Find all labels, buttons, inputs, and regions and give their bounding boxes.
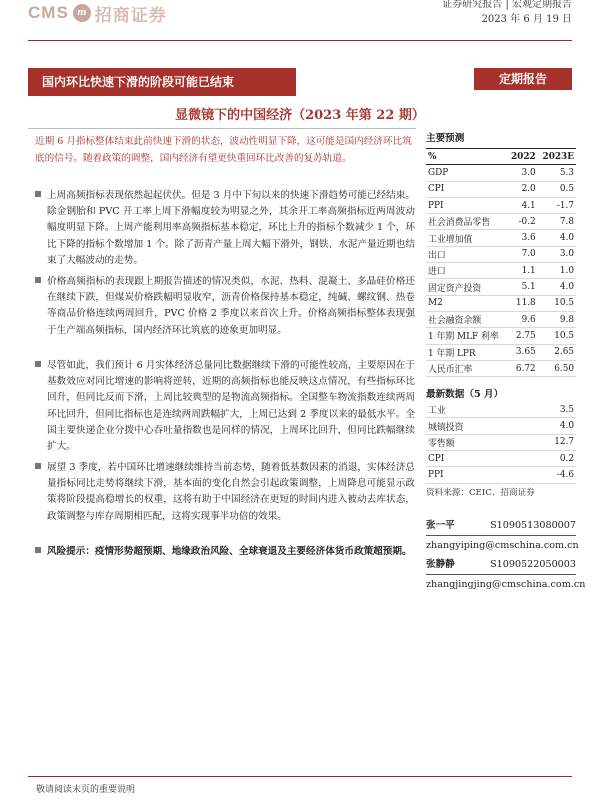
risk-label: 风险提示： — [47, 546, 95, 557]
risk-text: 疫情形势超预期、地缘政治风险、全球衰退及主要经济体货币政策超预期。 — [94, 546, 412, 557]
table-row — [426, 360, 576, 376]
table-cell: 2.65 — [538, 344, 576, 360]
analyst-code: S1090513080007 — [490, 519, 576, 531]
table-row — [426, 467, 576, 483]
table-cell: 4.1 — [507, 197, 538, 213]
table-cell: 工业 — [426, 402, 520, 418]
analyst-list — [426, 518, 586, 592]
table-row — [426, 311, 576, 327]
table-cell: 3.6 — [507, 230, 538, 246]
bullet-paragraph: 展望 3 季度，若中国环比增速继续维持当前态势，随着低基数因素的消退，实体经济总量指标同比走势将继续下滑，基本面的变化自然会引起政策调整，上周降息可能显示政策将阶段提高稳增长的权重，这将有助于中国经济在更短的时间内进入被动去库状态，政策调整与库存周期相匹配，这将实现事半功倍的效果。 — [35, 460, 415, 525]
logo-text: CMS — [28, 3, 69, 22]
table-row — [426, 230, 576, 246]
risk-warning — [35, 544, 415, 560]
table-cell: 城镇投资 — [426, 418, 520, 434]
table-cell: 9.6 — [507, 311, 538, 327]
bullet-square-icon — [35, 547, 41, 553]
company-logo — [28, 2, 167, 24]
table-cell: 3.0 — [507, 165, 538, 181]
table-cell: -4.6 — [520, 467, 576, 483]
analyst-email[interactable]: zhangjingjing@cmschina.com.cn — [426, 578, 586, 590]
table-cell: 3.65 — [507, 344, 538, 360]
analyst-email[interactable]: zhangyiping@cmschina.com.cn — [426, 539, 579, 551]
table-cell: 2023E — [538, 149, 576, 165]
table-cell: 0.2 — [520, 451, 576, 467]
table-row — [426, 197, 576, 213]
footer-divider — [28, 776, 572, 777]
table-row — [426, 295, 576, 311]
analyst-row — [426, 557, 576, 572]
bullet-square-icon — [35, 463, 41, 469]
report-subtitle: 显微镜下的中国经济（2023 年第 22 期） — [175, 108, 425, 123]
table-cell: 固定资产投资 — [426, 279, 507, 295]
intro-divider — [28, 128, 416, 129]
table-cell: 10.5 — [538, 328, 576, 344]
header-divider — [28, 40, 572, 41]
table-cell: 1.1 — [507, 263, 538, 279]
table-cell: % — [426, 149, 507, 165]
table-row — [426, 418, 576, 434]
table-cell: 0.5 — [538, 181, 576, 197]
table-row — [426, 434, 576, 450]
table-row — [426, 149, 576, 165]
table-cell: 3.5 — [520, 402, 576, 418]
bullet-square-icon — [35, 361, 41, 367]
table-cell: 4.0 — [538, 230, 576, 246]
table-cell: 1 年期 MLF 利率 — [426, 328, 507, 344]
table-row — [426, 328, 576, 344]
table-cell: 6.50 — [538, 360, 576, 376]
forecast-title: 主要预测 — [426, 133, 465, 144]
table-cell: 进口 — [426, 263, 507, 279]
table-cell: 工业增加值 — [426, 230, 507, 246]
table-cell: 7.8 — [538, 214, 576, 230]
table-cell: 1.0 — [538, 263, 576, 279]
table-cell: 2.75 — [507, 328, 538, 344]
bullet-paragraph: 上周高频指标表现依然起起伏伏。但是 3 月中下旬以来的快速下滑趋势可能已经结束。除金钢胎和 PVC 开工率上周下滑幅度较为明显之外，其余开工率高频指标近两周波动幅度明显下降。上周产能利用率高频指标基本稳定，环比上升的指标个数减少 1 个，环比下降的指标个数增加 1 个。除了沥青产量上周大幅下滑外，钢铁、水泥产量近期也结束了大幅波动的走势。 — [35, 188, 415, 269]
latest-title: 最新数据（5 月） — [426, 389, 504, 401]
table-cell: 7.0 — [507, 246, 538, 262]
table-row — [426, 344, 576, 360]
report-meta — [442, 0, 572, 27]
table-cell: 10.5 — [538, 295, 576, 311]
analyst-name: 张静静 — [426, 558, 455, 570]
table-cell: 11.8 — [507, 295, 538, 311]
data-source: 资料来源：CEIC、招商证券 — [426, 487, 535, 498]
table-row — [426, 451, 576, 467]
analyst-row — [426, 518, 576, 533]
bullet-square-icon — [35, 277, 41, 283]
category-banner: 定期报告 — [474, 68, 572, 90]
table-cell: PPI — [426, 467, 520, 483]
table-row — [426, 279, 576, 295]
footer-note: 敬请阅读末页的重要说明 — [36, 785, 136, 795]
table-cell: 6.72 — [507, 360, 538, 376]
analyst-divider — [426, 535, 576, 536]
analyst-code: S1090522050003 — [490, 558, 576, 570]
table-cell: 出口 — [426, 246, 507, 262]
table-cell: 9.8 — [538, 311, 576, 327]
table-cell: 5.3 — [538, 165, 576, 181]
table-cell: -1.7 — [538, 197, 576, 213]
table-cell: 零售额 — [426, 434, 520, 450]
report-type: 证券研究报告 | 宏观定期报告 — [442, 0, 572, 10]
intro-summary: 近期 6 月指标整体结束此前快速下滑的状态，波动性明显下降，这可能是国内经济环比筑底的信号。随着政策的调整，国内经济有望更快重回环比改善的复苏轨道。 — [35, 136, 412, 164]
table-cell: PPI — [426, 197, 507, 213]
table-cell: -0.2 — [507, 214, 538, 230]
table-row — [426, 214, 576, 230]
sidebar — [426, 130, 586, 592]
table-cell: CPI — [426, 181, 507, 197]
table-row — [426, 263, 576, 279]
logo-badge-icon: m — [73, 4, 91, 22]
report-date: 2023 年 6 月 19 日 — [481, 14, 572, 25]
logo-chinese-name: 招商证券 — [94, 5, 167, 26]
table-row — [426, 402, 576, 418]
table-row — [426, 165, 576, 181]
table-cell: CPI — [426, 451, 520, 467]
table-cell: 4.0 — [520, 418, 576, 434]
headline-banner: 国内环比快速下滑的阶段可能已结束 — [28, 68, 296, 96]
table-cell: 1 年期 LPR — [426, 344, 507, 360]
forecast-table — [426, 148, 576, 377]
table-cell: 4.0 — [538, 279, 576, 295]
table-cell: 人民币汇率 — [426, 360, 507, 376]
table-cell: 3.0 — [538, 246, 576, 262]
table-cell: GDP — [426, 165, 507, 181]
table-cell: 社会消费品零售 — [426, 214, 507, 230]
latest-table — [426, 402, 576, 483]
bullet-square-icon — [35, 191, 41, 197]
bullet-paragraph: 价格高频指标的表现跟上期报告描述的情况类似，水泥、热料、混凝土、多晶硅价格还在继续下跌，但煤炭价格跌幅明显收窄，沥青价格保持基本稳定，纯碱、螺纹钢、热卷等商品价格连续两周回升，PVC 价格 2 季度以来首次上升。价格高频指标整体表现强于生产端高频指标，国内经济环比筑底的迹象更加明显。 — [35, 274, 415, 339]
table-cell: 12.7 — [520, 434, 576, 450]
table-cell: M2 — [426, 295, 507, 311]
table-row — [426, 181, 576, 197]
table-cell: 2022 — [507, 149, 538, 165]
table-row — [426, 246, 576, 262]
bullet-paragraph: 尽管如此，我们预计 6 月实体经济总量同比数据继续下滑的可能性较高，主要原因在于基数效应对同比增速的影响将逆转，近期的高频指标也能反映这点情况，有些指标环比回升，但同比反而下滑，上周比较典型的是物流高频指标。全国整车物流指数连续两周环比回升，但同比指标也是连续两周跌幅扩大，上周已达到 2 季度以来的最低水平。全国主要快递企业分拨中心吞吐量指数也是同样的情况，上周环比回升，但同比跌幅继续扩大。 — [35, 358, 415, 455]
table-cell: 2.0 — [507, 181, 538, 197]
analyst-divider — [426, 574, 576, 575]
table-cell: 社会融资余额 — [426, 311, 507, 327]
table-cell: 5.1 — [507, 279, 538, 295]
analyst-name: 张一平 — [426, 519, 455, 531]
